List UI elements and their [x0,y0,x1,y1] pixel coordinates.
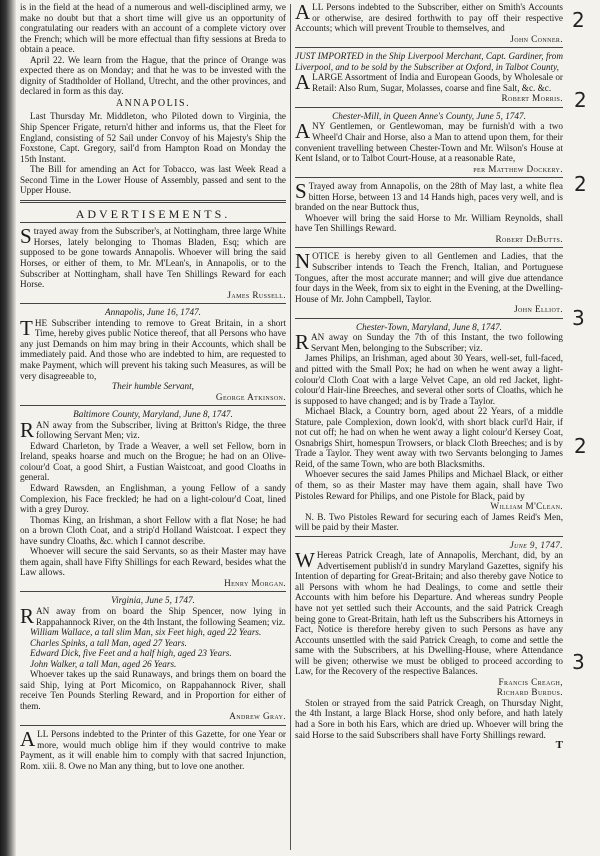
ad-dateline: Chester-Mill, in Queen Anne's County, June 5, 1747. [332,110,526,121]
advertisement [295,251,563,314]
ad-signature: John Elliot. [514,304,563,315]
divider [295,47,563,48]
ad-body: LARGE Assortment of India and European Goods, by Wholesale or Retail: Also Rum, Sugar, Molasses, coarse and fine Salt, &c. &c. [312,72,563,93]
divider [295,536,563,537]
ad-body: Stolen or strayed from the said Patrick Creagh, on Thursday Night, the 4th Instant, a large Black Horse, shod only before, and hath lately had a Sore in both his Ears, which are dried up. Whoever will bring the said Horse to the said Subscribers shall have Forty Shillings reward. [295,697,563,740]
ad-body: HE Subscriber intending to remove to Great Britain, in a short Time, hereby gives public Notice thereof, that all Persons who have any just Demands on him may bring in their Accounts, which shall be immediately paid. And those who are indebted to him, are requested to make Payment, which will prevent his taking such Measures, as will be very disagreeable to, [20,317,286,381]
advertisement [295,2,563,44]
drop-cap: S [295,181,307,204]
news-paragraph: Last Thursday Mr. Middleton, who Piloted down to Virginia, the Ship Spencer Frigate, return'd hither and informs us, that the Fleet for England, consisting of 52 Sail under Convoy of his Majesty's Ship the Foxstone, Capt. Gregory, sail'd from Hampton Road on Monday the 15th Instant. [20,111,286,164]
ad-dateline: Annapolis, June 16, 1747. [105,307,201,318]
drop-cap: A [20,729,36,751]
ad-signature: George Atkinson. [215,391,286,402]
ad-closing: Their humble Servant, [112,381,194,392]
advertisement [295,322,563,533]
ad-body: Whoever will bring the said Horse to Mr. William Reynolds, shall have Ten Shillings Reward. [295,212,563,234]
margin-mark: 2 [574,88,587,112]
drop-cap: S [20,226,32,249]
margin-mark: 2 [572,8,585,32]
ad-note: N. B. Two Pistoles Reward for securing each of James Reid's Men, will be paid by their Master. [295,511,563,533]
ad-signature: William M'Clean. [490,501,563,512]
ad-body: Edward Dick, five Feet and a half high, aged 23 Years. [30,648,232,659]
divider [20,200,286,203]
ad-signature: Robert Morris. [501,93,563,104]
ad-body: Charles Spinks, a tall Man, aged 27 Years. [30,637,187,648]
drop-cap: R [20,603,35,628]
ad-body: LL Persons indebted to the Printer of this Gazette, for one Year or more, would much oblige him if they would contrive to make Payment, as it will enable him to comply with that sacred Injunction, Rom. xiii. 8. Owe no Man any thing, but to love one another. [20,729,286,771]
ad-body: James Philips, an Irishman, aged about 30 Years, well-set, full-faced, and pitted with the Small Pox; he had on when he went away a light-colour'd Cloth Coat with a large Velvet Cape, an old red Jacket, light-colour'd Hair-line Breeches, and several other sorts of Cloaths, which he is supposed to have changed; and is by Trade a Taylor. [295,353,563,406]
advertisement [295,181,563,244]
ad-body: OTICE is hereby given to all Gentlemen and Ladies, that the Subscriber intends to Teach the French, Italian, and Portuguese Tongues, after the most accurate manner; and will give due attendance four days in the Week, from six to eight in the Evening, at the Dwelling-House of Mr. John Campbell, Taylor. [295,251,563,304]
ad-body: Whoever secures the said James Philips and Michael Black, or either of them, so as their Master may have them again, shall have Two Pistoles Reward for Philips, and one Pistole for Black, paid by [295,469,563,501]
ad-body: trayed away from the Subscriber's, at Nottingham, three large White Horses, lately belonging to Thomas Bladen, Esq; which are supposed to be gone towards Annapolis. Whoever will bring the said Horses, or either of them, to Mr. M'Lean's, in Annapolis, or to the Subscriber at Nottingham, shall have Ten Shillings Reward for each Horse. [20,226,286,290]
ad-signature: John Conner. [510,33,563,44]
catchword: T [555,739,563,751]
advertisement [295,540,563,751]
ad-body: John Walker, a tall Man, aged 26 Years. [30,658,177,669]
ad-signature: Robert DeButts. [495,233,563,244]
ad-signature: per Matthew Dockery. [473,163,563,174]
news-paragraph: April 22. We learn from the Hague, that the prince of Orange was expected there as on Monday; and that he was to be invested with the dignity of Stadtholder of Holland, Utrecht, and the other provinces, and declared in form as this day. [20,54,286,97]
ad-body: Edward Rawsden, an Englishman, a young Fellow of a sandy Complexion, his Face freckled; he had on a light-colour'd Coat, lined with a grey Duroy. [20,482,286,515]
ad-dateline: Chester-Town, Maryland, June 8, 1747. [356,321,502,332]
column-rule [290,4,291,850]
ad-signature: Richard Burdus. [496,687,563,698]
ad-body: Hereas Patrick Creagh, late of Annapolis, Merchant, did, by an Advertisement publish'd in sundry Maryland Gazettes, signify his Intention of departing for Great-Britain; and also thereby gave Notice to all Persons with whom he had Dealings, to come and settle their Accounts with him before his Departure. And whereas sundry People have not yet settled such their Accounts, and the said Patrick Creagh being gone to Great-Britain, hath left us the Subscribers his Attorneys in Fact, Notice is therefore hereby given to such Persons as have any Accounts unsettled with the said Patrick Creagh, to come and settle the same with the Subscribers, at his Dwelling-House, where Attendance will be given; otherwise we must be obliged to proceed according to Law, for the Recovery of the respective Balances. [295,550,563,677]
divider [20,222,286,223]
ad-body: Whoever will secure the said Servants, so as their Master may have them again, shall have Fifty Shillings for each Reward, besides what the Law allows. [20,546,286,578]
ad-dateline: June 9, 1747. [509,539,563,550]
margin-mark: 3 [572,650,585,674]
divider [295,177,563,178]
drop-cap: A [295,70,311,95]
drop-cap: R [295,330,310,355]
ad-signature: James Russell. [227,289,286,300]
drop-cap: R [20,417,35,442]
advertisements-heading: ADVERTISEMENTS. [75,206,231,221]
ad-signature: Andrew Gray. [229,711,286,722]
ad-heading: JUST IMPORTED in the Ship Liverpool Merchant, Capt. Gardiner, from Liverpool, and to be sold by the Subscriber at Oxford, in Talbot County, [295,51,563,72]
divider [20,405,286,406]
advertisement [20,729,286,771]
ad-body: Thomas King, an Irishman, a short Fellow with a flat Nose; he had on a brown Cloth Coat, and a strip'd Holland Waistcoat. I expect they have sundry Cloaths, &c. which I cannot describe. [20,514,286,546]
drop-cap: T [20,315,33,340]
news-paragraph: The Bill for amending an Act for Tobacco, was last Week Read a Second Time in the Lower House of Assembly, passed and sent to the Upper House. [20,164,286,196]
ad-dateline: Baltimore County, Maryland, June 8, 1747. [73,409,233,420]
drop-cap: N [295,251,311,274]
ad-body: LL Persons indebted to the Subscriber, either on Smith's Accounts or otherwise, are desired forthwith to pay off their respective Accounts; which will prevent Trouble to themselves, and [295,2,563,34]
divider [20,725,286,726]
ad-body: NY Gentlemen, or Gentlewoman, may be furnish'd with a two Wheel'd Chair and Horse, also a Man to attend upon them, for their convenient travelling between Chester-Town and Mr. Wilson's House at Kent Island, or to Talbot Court-House, at a reasonable Rate, [295,121,563,164]
margin-mark: 2 [574,172,587,196]
ad-body: Michael Black, a Country born, aged about 22 Years, of a middle Stature, pale Complexion, down look'd, with short black curl'd Hair, if not cut off; he had on when he went away a light colour'd Kersey Coat, Osnabrigs Shirt, homespun Trowsers, or black Cloth Breeches; and is by Trade a Taylor. They went away with two Servants belonging to James Reid, of the same Town, who are both Blacksmiths. [295,406,563,469]
ad-body: AN away from on board the Ship Spencer, now lying in Rappahannock River, on the 4th Instant, the following Seamen; viz. [36,605,286,627]
ad-body: Trayed away from Annapolis, on the 28th of May last, a white flea bitten Horse, between 13 and 14 Hands high, paces very well, and is branded on the near Buttock thus, [295,181,563,213]
divider [295,318,563,319]
left-column [20,2,286,771]
ad-body: Whoever takes up the said Runaways, and brings them on board the said Ship, lying at Port Micomico, on Rappahannock River, shall receive Ten Pounds Sterling Reward, and in Proportion for either of them. [20,669,286,711]
advertisement [20,409,286,588]
divider [20,591,286,592]
advertisement [295,111,563,174]
divider [295,107,563,108]
margin-mark: 3 [572,306,585,330]
ad-body: AN away on Sunday the 7th of this Instant, the two following Servant Men, belonging to the Subscriber; viz. [311,332,563,353]
ad-body: William Wallace, a tall slim Man, six Feet high, aged 22 Years. [30,627,262,638]
drop-cap: A [295,119,311,144]
advertisement [20,226,286,300]
ad-body: AN away from the Subscriber, living at Britton's Ridge, the three following Servant Men; viz. [36,419,286,441]
drop-cap: A [295,2,311,24]
advertisement [295,51,563,104]
ad-body: Edward Charleton, by Trade a Weaver, a well set Fellow, born in Ireland, speaks hoarse and much on the Brogue; he had on an Olive-colour'd Coat, a good Shirt, a Fustian Waistcoat, and good Cloaths in general. [20,440,286,483]
divider [295,247,563,248]
divider [20,303,286,304]
drop-cap: W [295,548,315,573]
margin-mark: 2 [574,434,587,458]
annapolis-heading: ANNAPOLIS. [115,97,191,109]
book-spine-shadow [0,0,16,856]
ad-signature: Francis Creagh, [498,676,563,687]
advertisement [20,595,286,722]
advertisement [20,307,286,402]
ad-dateline: Virginia, June 5, 1747. [111,595,195,606]
ad-signature: Henry Morgan. [224,577,286,588]
news-paragraph: is in the field at the head of a numerous and well-disciplined army, we make no doubt but that a short time will give us an opportunity of congratulating our readers with an account of a complete victory over the French; which will be more effectual than fifty sessions at Breda to obtain a peace. [20,2,286,55]
right-column [295,2,563,751]
